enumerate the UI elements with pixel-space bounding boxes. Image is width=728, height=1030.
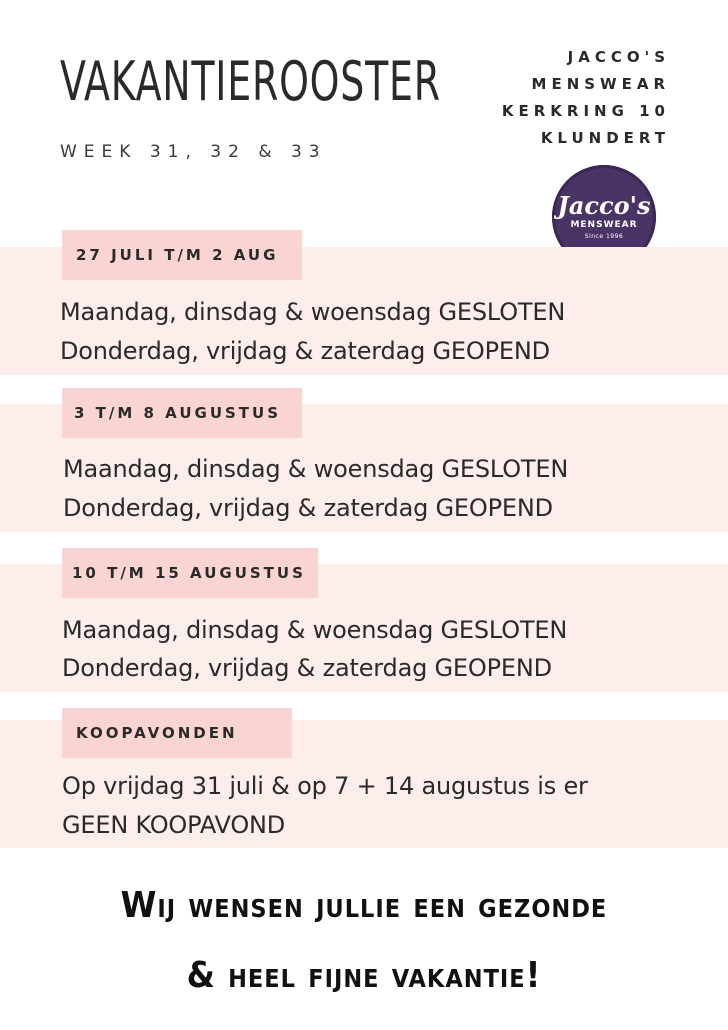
page-title: VAKANTIEROOSTER [60, 50, 441, 113]
closing-line-2: & heel fijne vakantie! [186, 955, 542, 996]
address-line-store: JACCO'S [567, 48, 670, 66]
logo-menswear-text: MENSWEAR [570, 220, 638, 230]
section-4-line-2: GEEN KOOPAVOND [62, 811, 286, 839]
section-3-line-closed: Maandag, dinsdag & woensdag GESLOTEN [62, 616, 568, 644]
section-tag-3: 10 T/M 15 AUGUSTUS [62, 548, 318, 598]
section-2-line-open: Donderdag, vrijdag & zaterdag GEOPEND [63, 494, 553, 522]
week-subtitle: WEEK 31, 32 & 33 [60, 142, 327, 162]
address-line-street: KERKRING 10 [501, 102, 670, 120]
address-line-city: KLUNDERT [540, 129, 670, 147]
store-address [502, 44, 670, 152]
section-tag-1: 27 JULI T/M 2 AUG [62, 230, 302, 280]
logo-script-text: Jacco's [557, 191, 651, 220]
section-4-line-1: Op vrijdag 31 juli & op 7 + 14 augustus is er [62, 772, 588, 800]
section-tag-4: KOOPAVONDEN [62, 708, 292, 758]
section-2-line-closed: Maandag, dinsdag & woensdag GESLOTEN [63, 455, 569, 483]
section-1-line-open: Donderdag, vrijdag & zaterdag GEOPEND [60, 337, 550, 365]
closing-line-1: Wij wensen jullie een gezonde [120, 885, 608, 926]
section-1-line-closed: Maandag, dinsdag & woensdag GESLOTEN [60, 298, 566, 326]
section-tag-2: 3 T/M 8 AUGUSTUS [62, 388, 302, 438]
address-line-brand: MENSWEAR [531, 75, 670, 93]
logo-since-text: Since 1996 [584, 233, 624, 240]
section-3-line-open: Donderdag, vrijdag & zaterdag GEOPEND [62, 654, 552, 682]
